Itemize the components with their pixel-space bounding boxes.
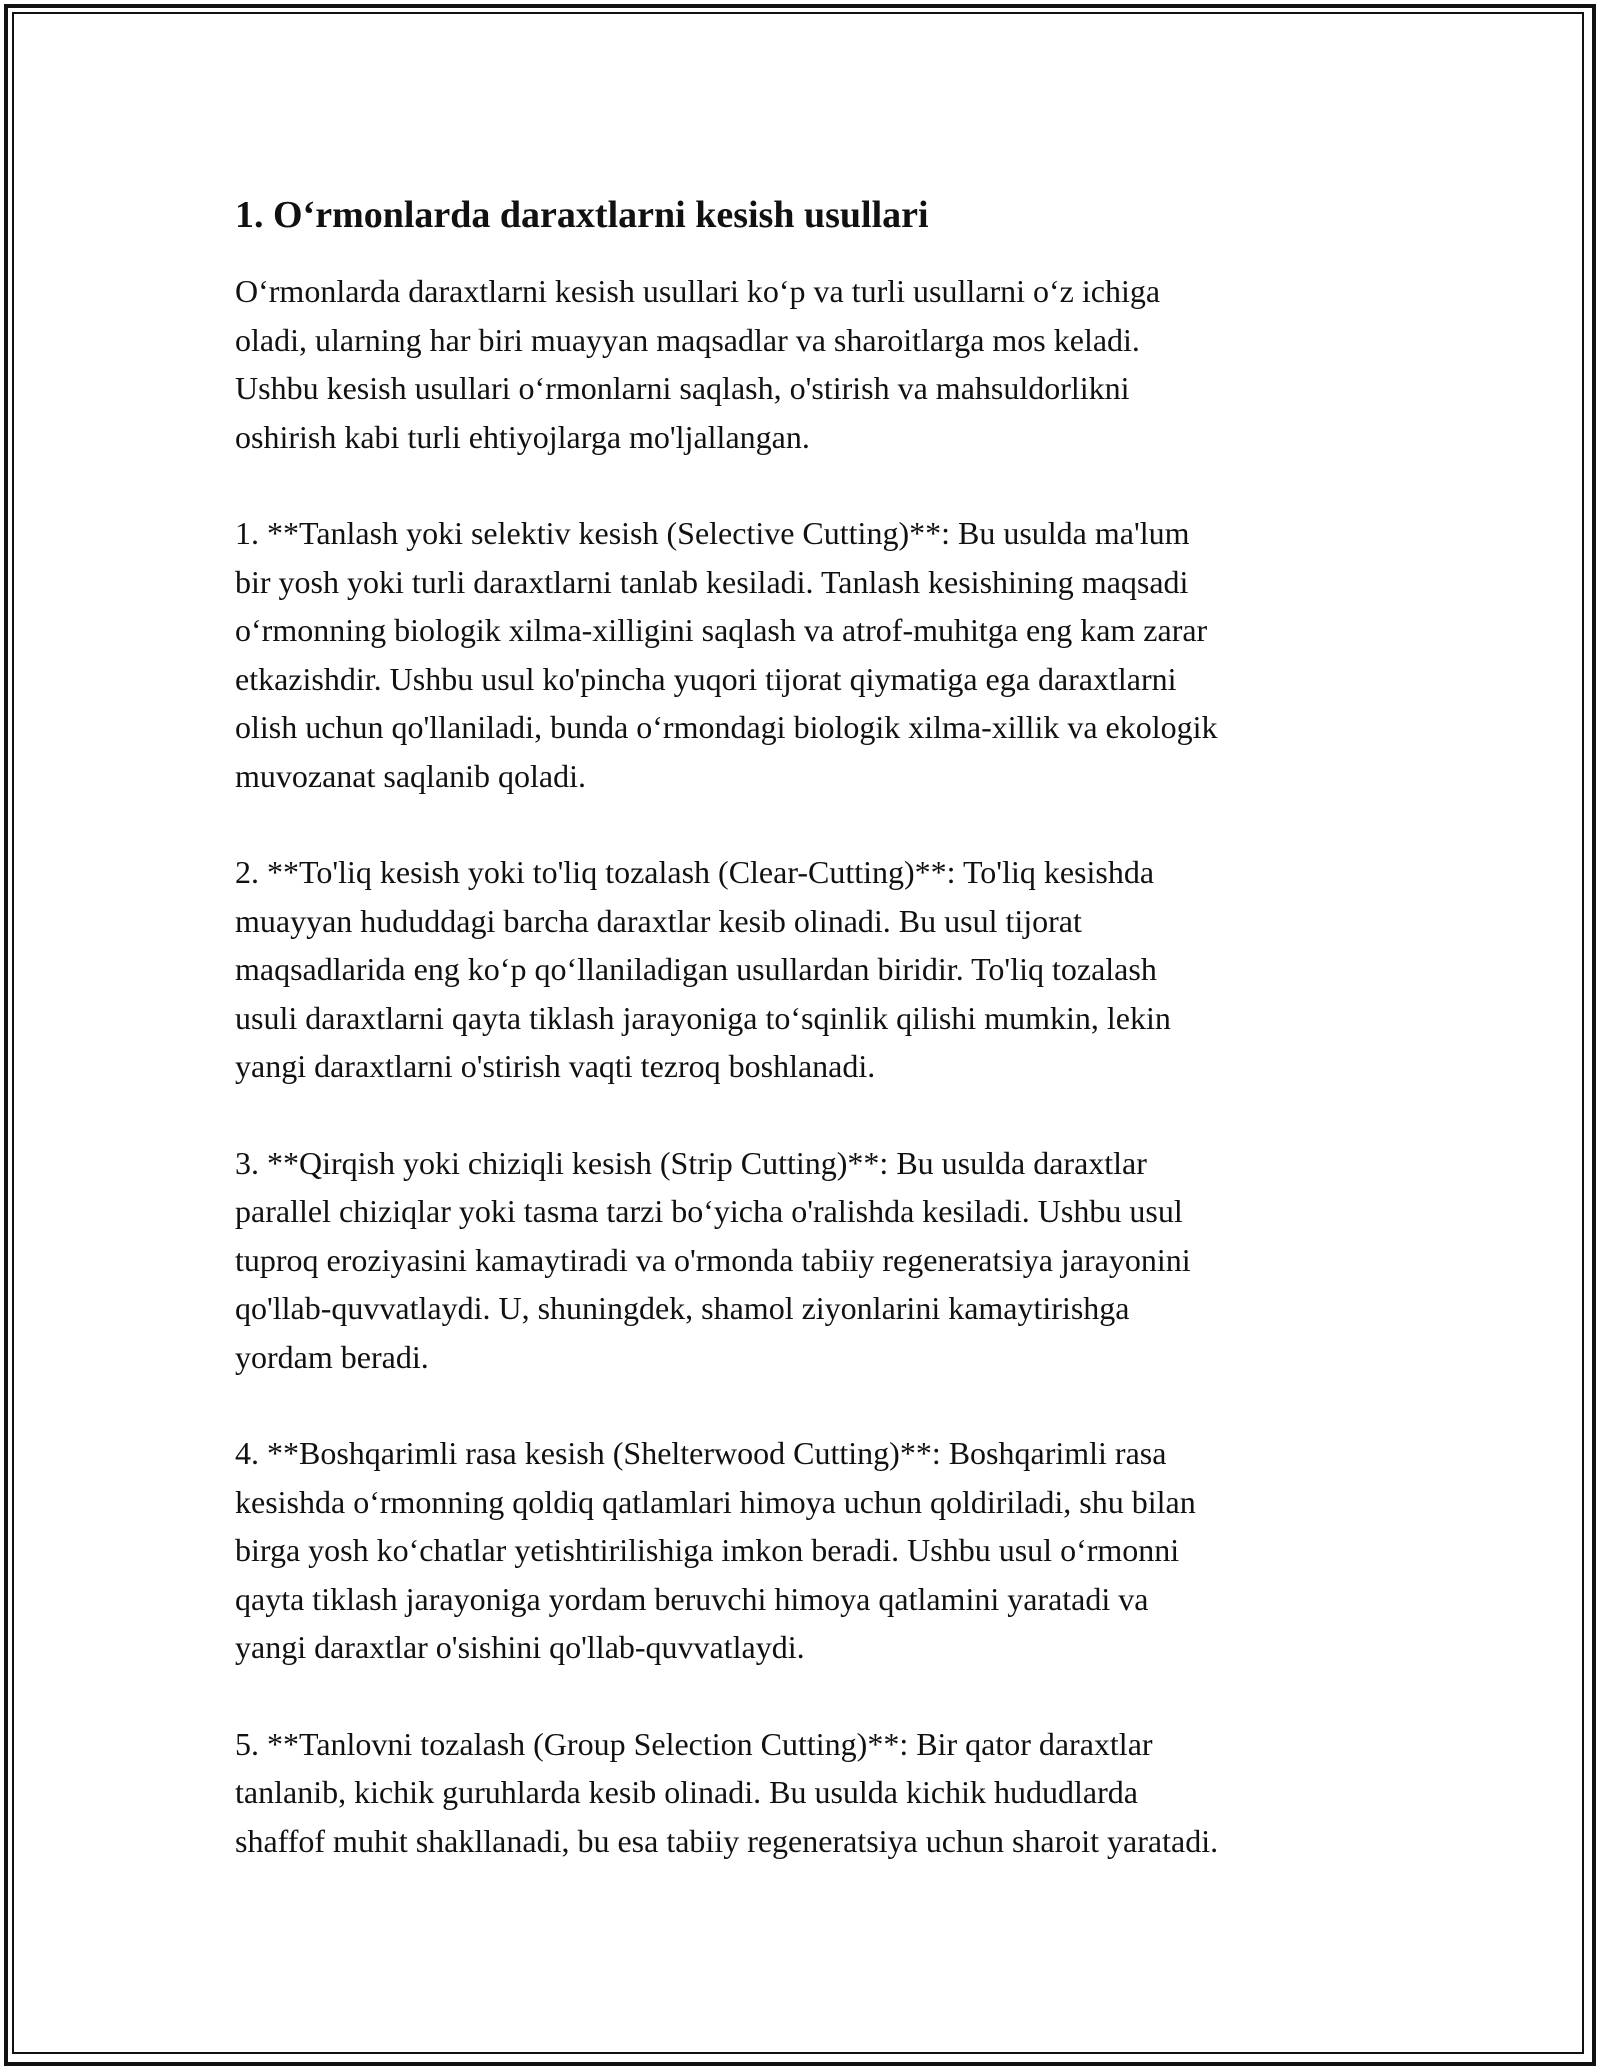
- paragraph-line: etkazishdir. Ushbu usul ko'pincha yuqori tijorat qiymatiga ega daraxtlarni: [235, 660, 1177, 697]
- paragraph-line: yangi daraxtlarni o'stirish vaqti tezroq boshlanadi.: [235, 1048, 876, 1084]
- paragraph-line: shaffof muhit shakllanadi, bu esa tabiiy regeneratsiya uchun sharoit yaratadi.: [235, 1822, 1219, 1859]
- paragraph-line: tanlanib, kichik guruhlarda kesib olinadi. Bu usulda kichik hududlarda: [235, 1774, 1138, 1810]
- paragraph-line: 1. **Tanlash yoki selektiv kesish (Selective Cutting)**: Bu usulda ma'lum: [235, 515, 1190, 551]
- paragraph-line: qo'llab-quvvatlaydi. U, shuningdek, shamol ziyonlarini kamaytirishga: [235, 1290, 1130, 1326]
- paragraph-line: maqsadlarida eng ko‘p qo‘llaniladigan usullardan biridir. To'liq tozalash: [235, 951, 1157, 987]
- paragraph-line: parallel chiziqlar yoki tasma tarzi bo‘yicha o'ralishda kesiladi. Ushbu usul: [235, 1193, 1183, 1229]
- document-body: [235, 185, 1375, 1913]
- method-paragraph-group-selection-cutting: [235, 1720, 1375, 1866]
- paragraph-line: 2. **To'liq kesish yoki to'liq tozalash (Clear-Cutting)**: To'liq kesishda: [235, 854, 1155, 890]
- paragraph-line: tuproq eroziyasini kamaytiradi va o'rmonda tabiiy regeneratsiya jarayonini: [235, 1241, 1191, 1278]
- paragraph-line: yangi daraxtlar o'sishini qo'llab-quvvatlaydi.: [235, 1629, 805, 1665]
- section-heading: 1. O‘rmonlarda daraxtlarni kesish usullari: [235, 194, 929, 236]
- paragraph-line: muvozanat saqlanib qoladi.: [235, 757, 587, 794]
- method-paragraph-strip-cutting: [235, 1139, 1375, 1382]
- paragraph-line: Ushbu kesish usullari o‘rmonlarni saqlash, o'stirish va mahsuldorlikni: [235, 370, 1130, 406]
- paragraph-line: bir yosh yoki turli daraxtlarni tanlab kesiladi. Tanlash kesishining maqsadi: [235, 563, 1189, 600]
- paragraph-line: birga yosh ko‘chatlar yetishtirilishiga imkon beradi. Ushbu usul o‘rmonni: [235, 1532, 1180, 1568]
- paragraph-line: yordam beradi.: [235, 1338, 429, 1375]
- paragraph-line: 5. **Tanlovni tozalash (Group Selection Cutting)**: Bir qator daraxtlar: [235, 1725, 1153, 1762]
- method-paragraph-clear-cutting: [235, 848, 1375, 1091]
- paragraph-line: qayta tiklash jarayoniga yordam beruvchi himoya qatlamini yaratadi va: [235, 1580, 1149, 1617]
- paragraph-line: kesishda o‘rmonning qoldiq qatlamlari himoya uchun qoldiriladi, shu bilan: [235, 1483, 1196, 1520]
- method-paragraph-selective-cutting: [235, 509, 1375, 800]
- intro-paragraph: [235, 267, 1375, 461]
- paragraph-line: O‘rmonlarda daraxtlarni kesish usullari ko‘p va turli usullarni o‘z ichiga: [235, 273, 1161, 309]
- paragraph-line: usuli daraxtlarni qayta tiklash jarayoniga to‘sqinlik qilishi mumkin, lekin: [235, 999, 1171, 1036]
- paragraph-line: o‘rmonning biologik xilma-xilligini saqlash va atrof-muhitga eng kam zarar: [235, 612, 1208, 648]
- paragraph-line: oshirish kabi turli ehtiyojlarga mo'ljallangan.: [235, 418, 810, 455]
- paragraph-line: 4. **Boshqarimli rasa kesish (Shelterwood Cutting)**: Boshqarimli rasa: [235, 1435, 1167, 1471]
- paragraph-line: oladi, ularning har biri muayyan maqsadlar va sharoitlarga mos keladi.: [235, 321, 1140, 358]
- paragraph-line: 3. **Qirqish yoki chiziqli kesish (Strip Cutting)**: Bu usulda daraxtlar: [235, 1144, 1147, 1181]
- method-paragraph-shelterwood-cutting: [235, 1429, 1375, 1672]
- paragraph-line: muayyan hududdagi barcha daraxtlar kesib olinadi. Bu usul tijorat: [235, 902, 1082, 939]
- paragraph-line: olish uchun qo'llaniladi, bunda o‘rmondagi biologik xilma-xillik va ekologik: [235, 709, 1218, 745]
